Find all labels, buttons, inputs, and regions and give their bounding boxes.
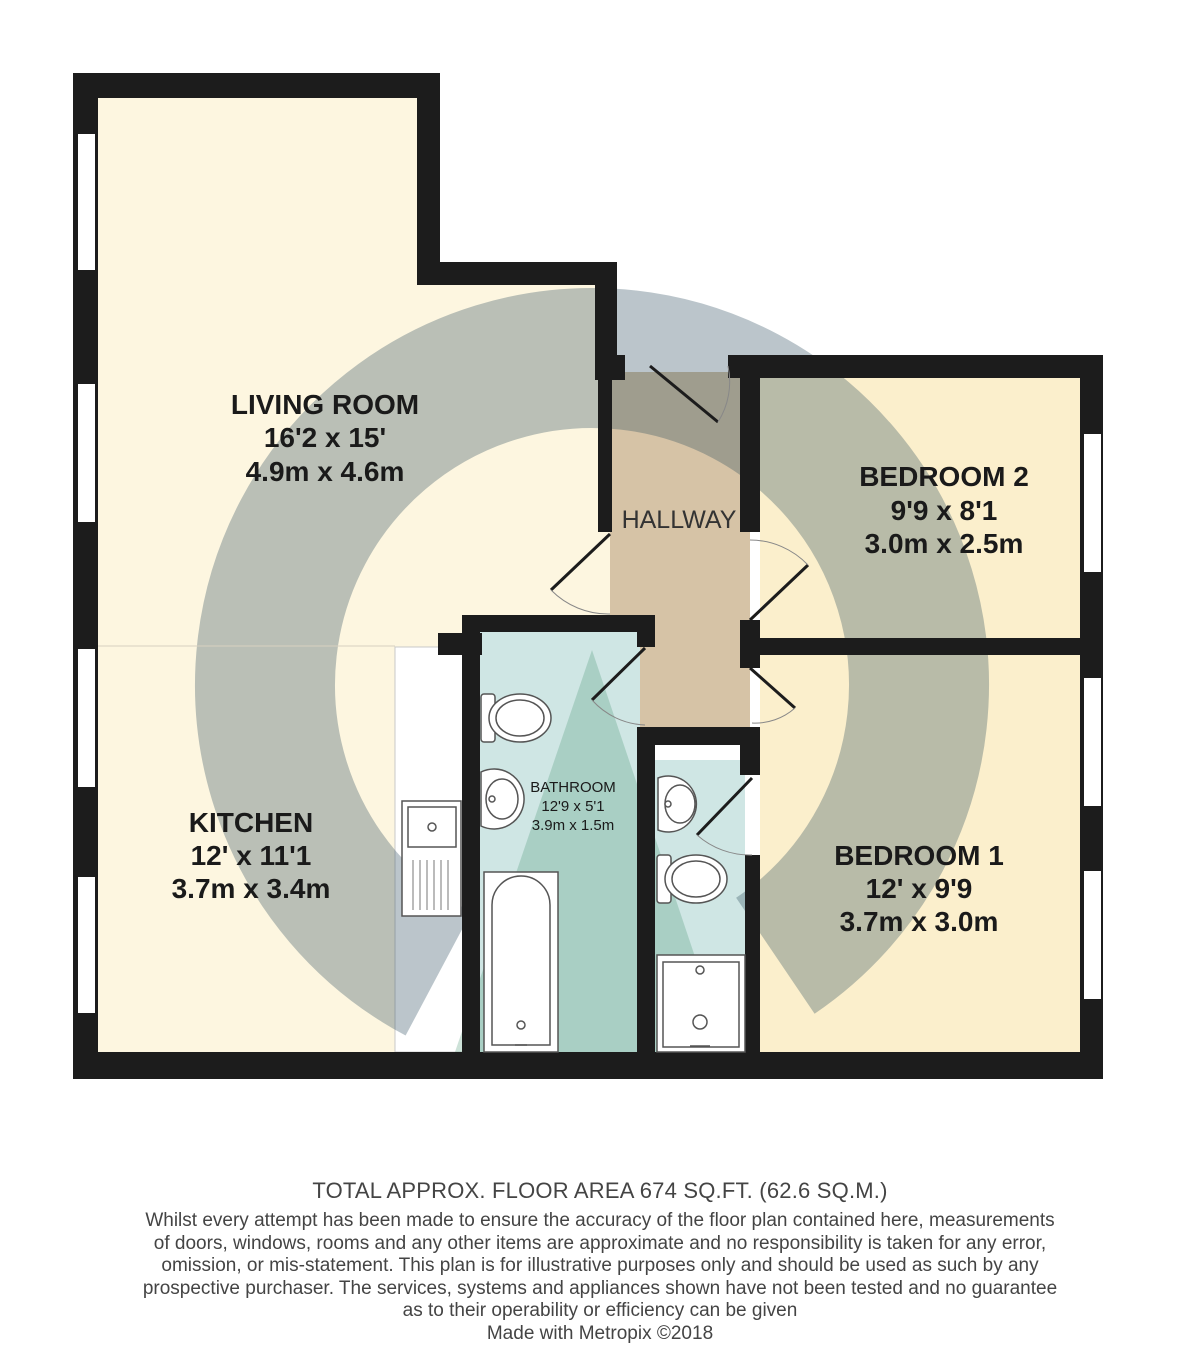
living-room-dims-metric: 4.9m x 4.6m xyxy=(245,456,405,487)
bedroom-1-name: BEDROOM 1 xyxy=(834,840,1004,871)
window-icon xyxy=(77,383,96,523)
bedroom-2-name: BEDROOM 2 xyxy=(859,461,1029,492)
window-icon xyxy=(1083,677,1102,807)
window-icon xyxy=(77,133,96,271)
bath-icon xyxy=(484,872,558,1052)
shower-tray-icon xyxy=(657,955,745,1052)
bedroom-2-dims-metric: 3.0m x 2.5m xyxy=(864,528,1024,559)
bathroom-dims-metric: 3.9m x 1.5m xyxy=(531,817,615,834)
kitchen-dims-metric: 3.7m x 3.4m xyxy=(171,873,331,904)
disclaimer: Whilst every attempt has been made to ensure the accuracy of the floor plan contained here, measurements of doors, windows, rooms and any other items are approximate and no responsibility is taken for any error, omission, or mis-statement. This plan is for illustrative purposes only and should be used as such by any prospective purchaser. The services, systems and appliances shown have not been tested and no guarantee as to their operability or efficiency can be given xyxy=(142,1210,1058,1321)
kitchen-sink-icon xyxy=(402,801,461,916)
footer xyxy=(0,1178,1200,1345)
hallway-name: HALLWAY xyxy=(621,506,737,534)
bedroom-1-dims-metric: 3.7m x 3.0m xyxy=(839,906,999,937)
bedroom-2-dims-imperial: 9'9 x 8'1 xyxy=(890,495,998,526)
kitchen-dims-imperial: 12' x 11'1 xyxy=(190,840,312,871)
bedroom-1-dims-imperial: 12' x 9'9 xyxy=(865,873,973,904)
credit: Made with Metropix ©2018 xyxy=(486,1322,714,1344)
bathroom-dims-imperial: 12'9 x 5'1 xyxy=(541,798,605,815)
window-icon xyxy=(1083,433,1102,573)
living-room-dims-imperial: 16'2 x 15' xyxy=(263,422,387,453)
window-icon xyxy=(77,876,96,1014)
toilet-icon xyxy=(657,855,727,903)
toilet-icon xyxy=(481,694,551,742)
kitchen-name: KITCHEN xyxy=(188,807,314,838)
window-icon xyxy=(1083,870,1102,1000)
bathroom-name: BATHROOM xyxy=(530,779,616,796)
total-floor-area: TOTAL APPROX. FLOOR AREA 674 SQ.FT. (62.6 SQ.M.) xyxy=(312,1178,888,1203)
living-room-name: LIVING ROOM xyxy=(230,389,420,420)
window-icon xyxy=(77,648,96,788)
